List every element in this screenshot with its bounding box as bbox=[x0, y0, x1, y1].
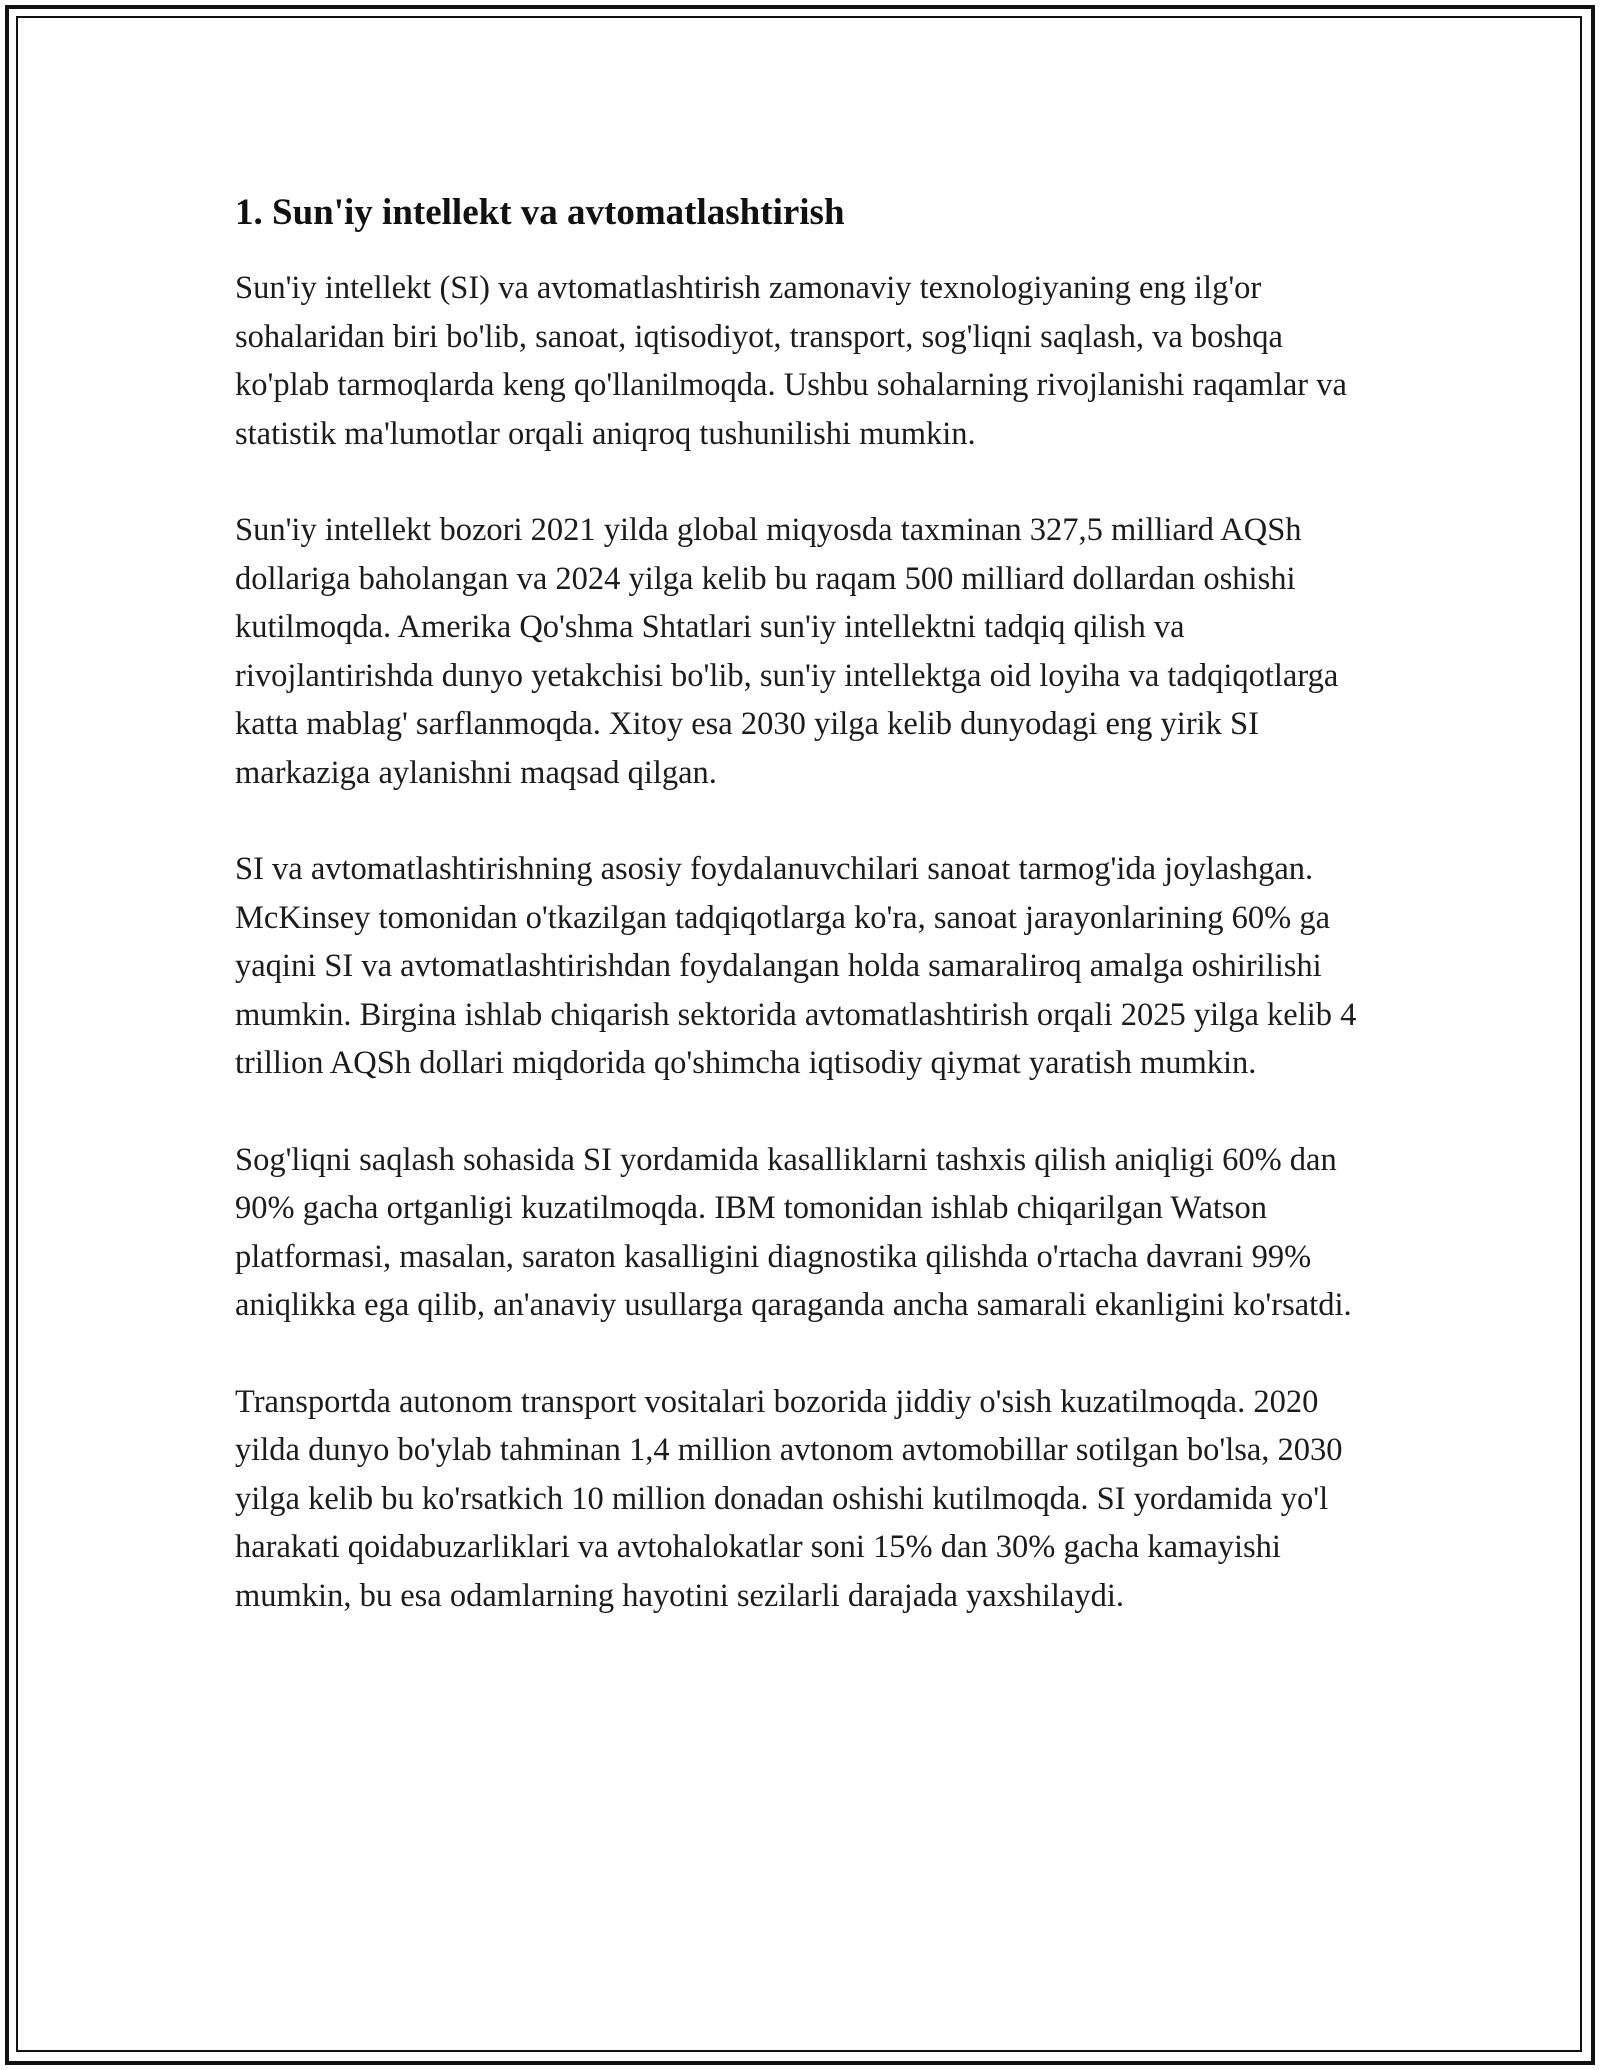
paragraph-intro: Sun'iy intellekt (SI) va avtomatlashtirish zamonaviy texnologiyaning eng ilg'or sohalaridan biri bo'lib, sanoat, iqtisodiyot, transport, sog'liqni saqlash, va boshqa ko'plab tarmoqlarda keng qo'llanilmoqda. Ushbu sohalarning rivojlanishi raqamlar va statistik ma'lumotlar orqali aniqroq tushunilishi mumkin. bbox=[235, 270, 1347, 452]
paragraph-industry: SI va avtomatlashtirishning asosiy foydalanuvchilari sanoat tarmog'ida joylashgan. McKinsey tomonidan o'tkazilgan tadqiqotlarga ko'ra, sanoat jarayonlarining 60% ga yaqini SI va avtomatlashtirishdan foydalangan holda samaraliroq amalga oshirilishi mumkin. Birgina ishlab chiqarish sektorida avtomatlashtirish orqali 2025 yilga kelib 4 trillion AQSh dollari miqdorida qo'shimcha iqtisodiy qiymat yaratish mumkin. bbox=[235, 851, 1357, 1081]
section-heading: 1. Sun'iy intellekt va avtomatlashtirish bbox=[235, 192, 845, 233]
paragraph-transport: Transportda autonom transport vositalari bozorida jiddiy o'sish kuzatilmoqda. 2020 yilda dunyo bo'ylab tahminan 1,4 million avtonom avtomobillar sotilgan bo'lsa, 2030 yilga kelib bu ko'rsatkich 10 million donadan oshishi kutilmoqda. SI yordamida yo'l harakati qoidabuzarliklari va avtohalokatlar soni 15% dan 30% gacha kamayishi mumkin, bu esa odamlarning hayotini sezilarli darajada yaxshilaydi. bbox=[235, 1383, 1343, 1614]
document-body bbox=[235, 188, 1375, 1668]
paragraph-market: Sun'iy intellekt bozori 2021 yilda global miqyosda taxminan 327,5 milliard AQSh dollariga baholangan va 2024 yilga kelib bu raqam 500 milliard dollardan oshishi kutilmoqda. Amerika Qo'shma Shtatlari sun'iy intellektni tadqiq qilish va rivojlantirishda dunyo yetakchisi bo'lib, sun'iy intellektga oid loyiha va tadqiqotlarga katta mablag' sarflanmoqda. Xitoy esa 2030 yilga kelib dunyodagi eng yirik SI markaziga aylanishni maqsad qilgan. bbox=[235, 512, 1339, 791]
paragraph-healthcare: Sog'liqni saqlash sohasida SI yordamida kasalliklarni tashxis qilish aniqligi 60% dan 90% gacha ortganligi kuzatilmoqda. IBM tomonidan ishlab chiqarilgan Watson platformasi, masalan, saraton kasalligini diagnostika qilishda o'rtacha davrani 99% aniqlikka ega qilib, an'anaviy usullarga qaraganda ancha samarali ekanligini ko'rsatdi. bbox=[235, 1141, 1352, 1323]
